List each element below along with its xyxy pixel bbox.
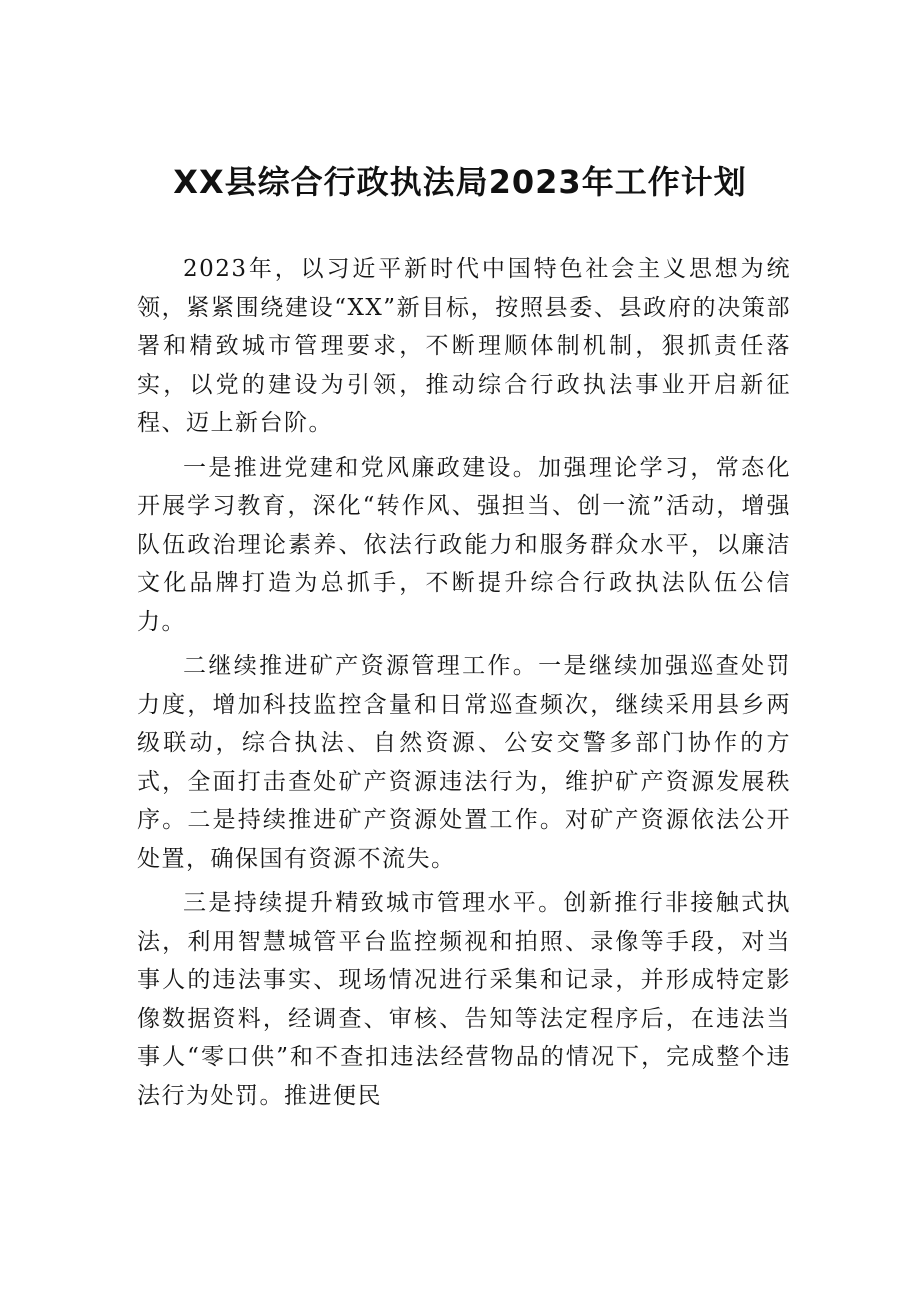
paragraph-party-building: 一是推进党建和党风廉政建设。加强理论学习，常态化开展学习教育，深化“转作风、强担当、创一流”活动，增强队伍政治理论素养、依法行政能力和服务群众水平，以廉洁文化品牌打造为总抓手，不断提升综合行政执法队伍公信力。: [137, 454, 791, 635]
document-title: XX县综合行政执法局2023年工作计划: [173, 163, 747, 201]
paragraph-city-management: 三是持续提升精致城市管理水平。创新推行非接触式执法，利用智慧城管平台监控频视和拍照、录像等手段，对当事人的违法事实、现场情况进行采集和记录，并形成特定影像数据资料，经调查、审核、告知等法定程序后，在违法当事人“零口供”和不查扣违法经营物品的情况下，完成整个违法行为处罚。推进便民: [137, 890, 791, 1109]
paragraph-intro: 2023年，以习近平新时代中国特色社会主义思想为统领，紧紧围绕建设“XX”新目标，按照县委、县政府的决策部署和精致城市管理要求，不断理顺体制机制，狠抓责任落实，以党的建设为引领，推动综合行政执法事业开启新征程、迈上新台阶。: [137, 256, 791, 436]
paragraph-mineral-resources: 二继续推进矿产资源管理工作。一是继续加强巡查处罚力度，增加科技监控含量和日常巡查频次，继续采用县乡两级联动，综合执法、自然资源、公安交警多部门协作的方式，全面打击查处矿产资源违法行为，维护矿产资源发展秩序。二是持续推进矿产资源处置工作。对矿产资源依法公开处置，确保国有资源不流失。: [137, 653, 791, 872]
document-body: [137, 250, 791, 1121]
